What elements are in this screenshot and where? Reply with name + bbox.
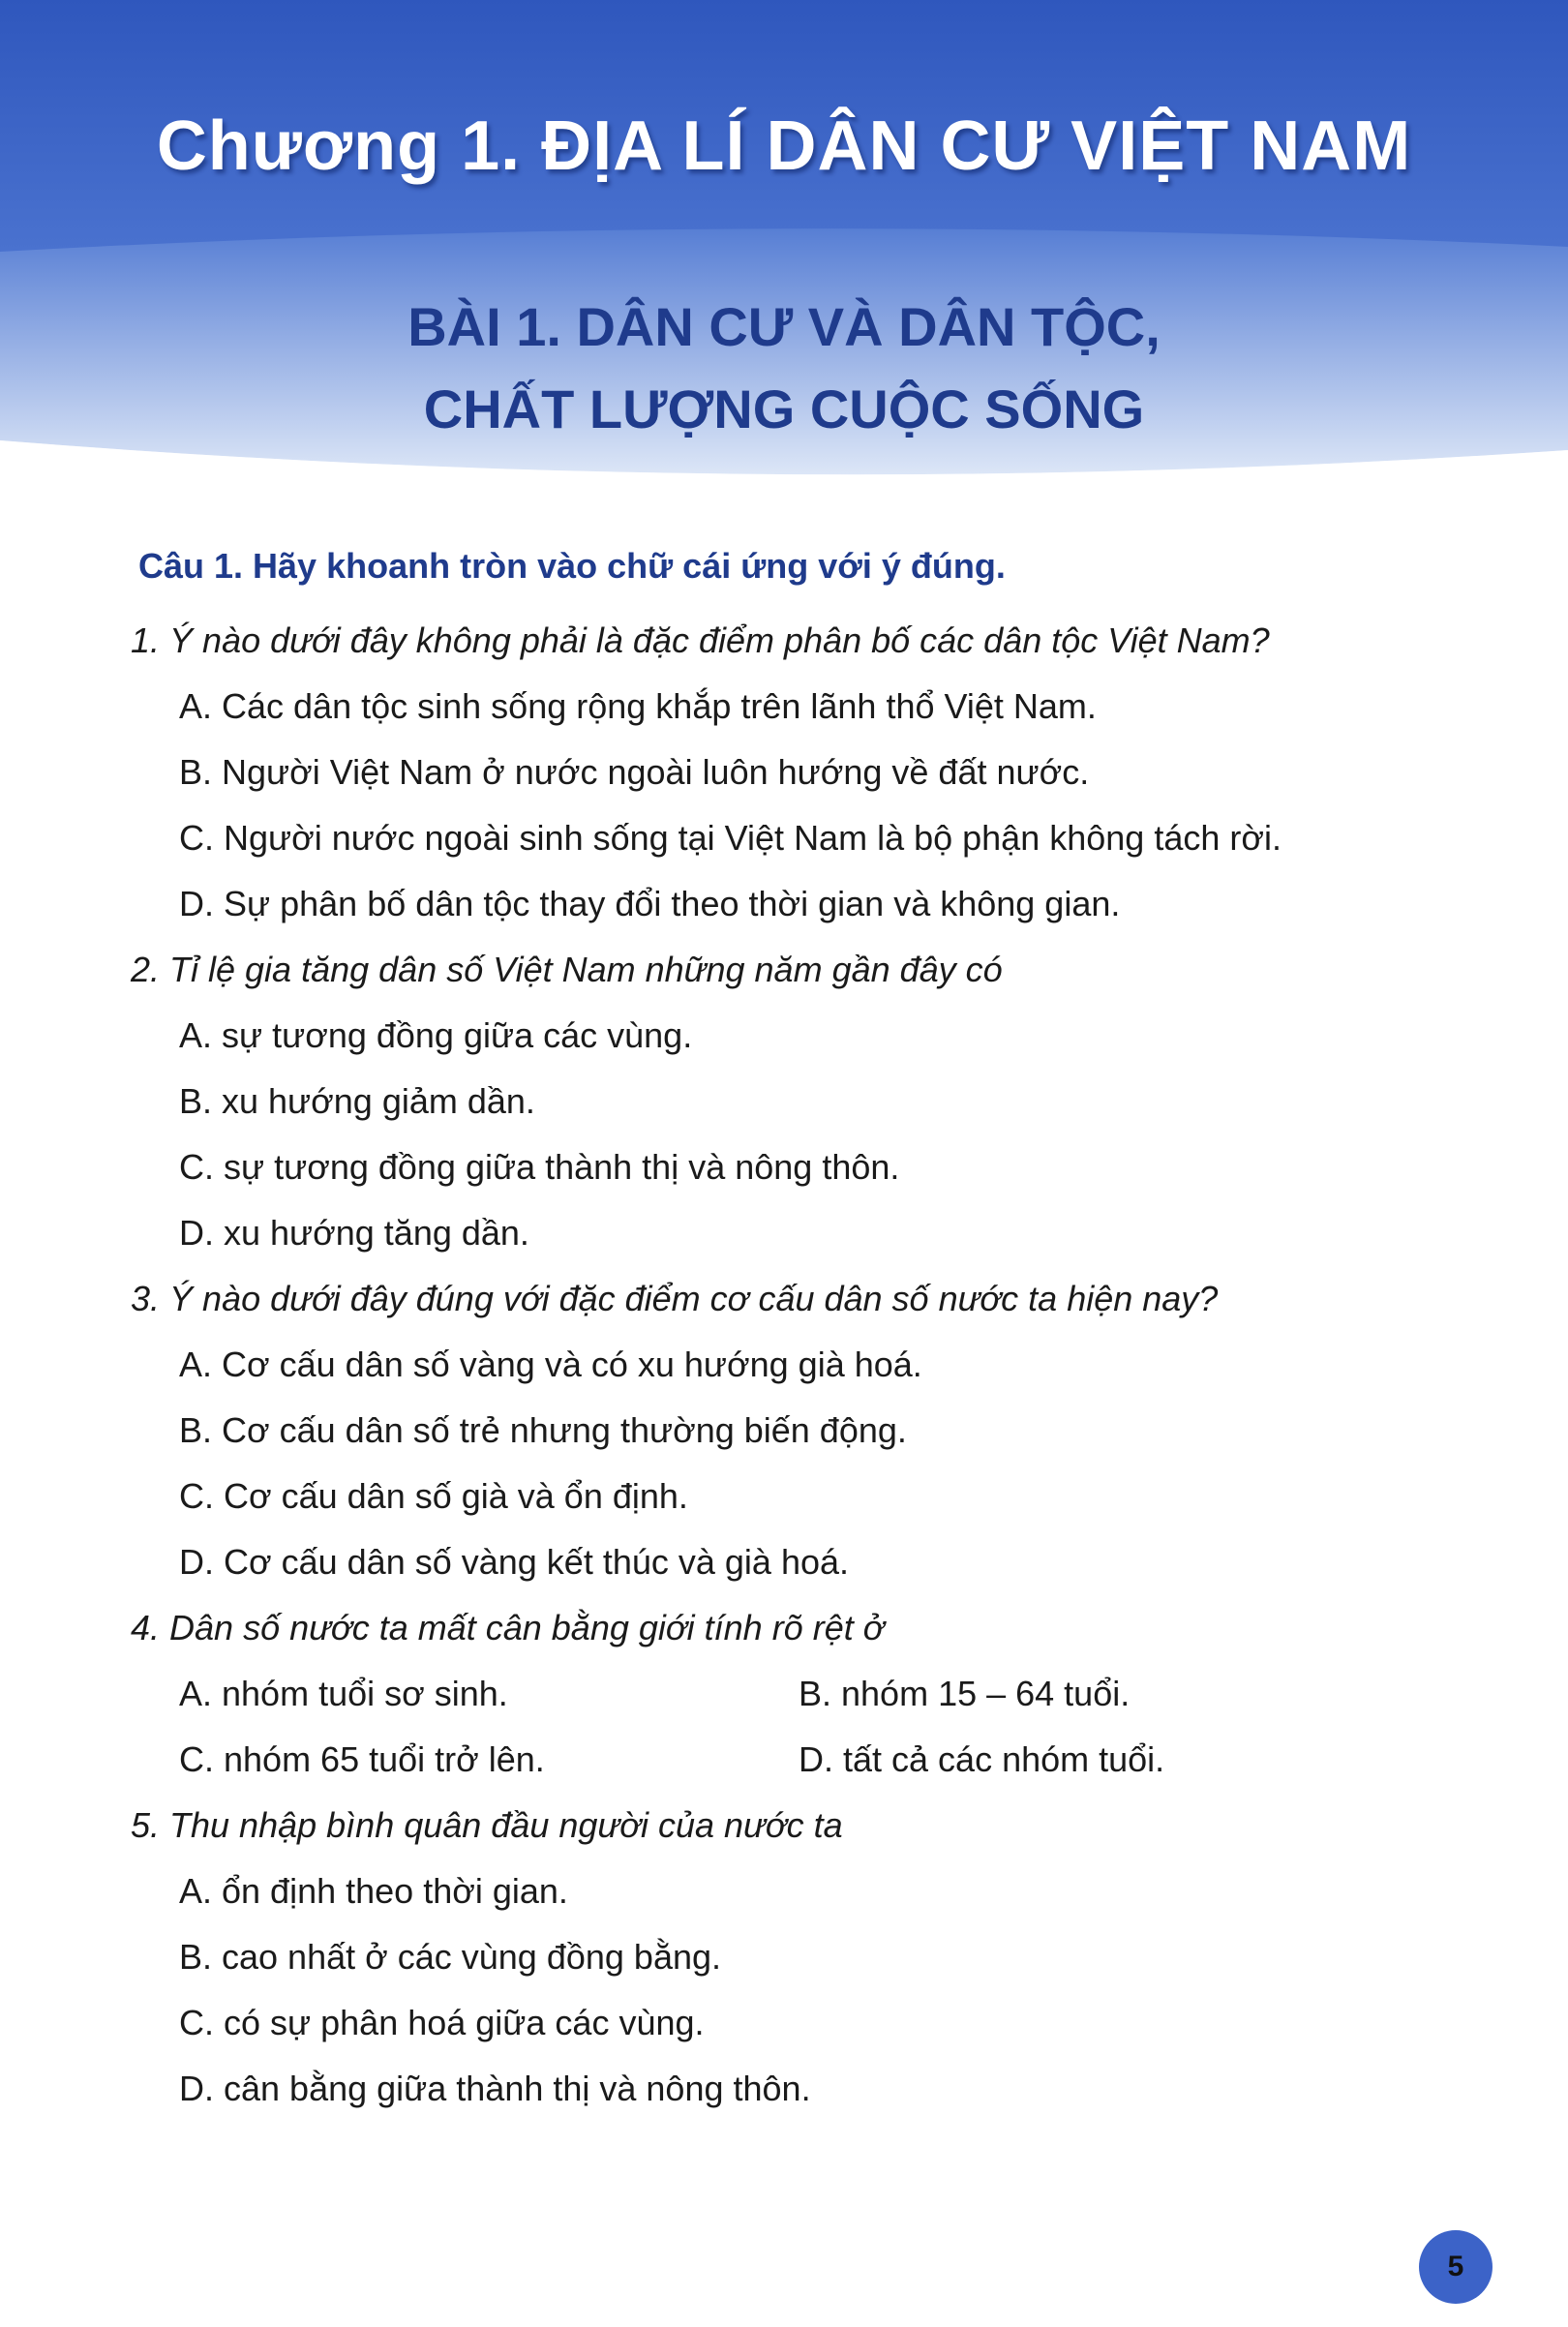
option-d[interactable]: D. Sự phân bố dân tộc thay đổi theo thời gian và không gian. [179, 884, 1121, 923]
option-c[interactable]: C. Cơ cấu dân số già và ổn định. [179, 1476, 688, 1516]
question-1 [131, 617, 1428, 928]
question-stem: 4. Dân số nước ta mất cân bằng giới tính rõ rệt ở [131, 1608, 885, 1647]
option-d[interactable]: D. xu hướng tăng dần. [179, 1213, 529, 1253]
option-c[interactable]: C. sự tương đồng giữa thành thị và nông thôn. [179, 1147, 900, 1187]
page-number: 5 [1419, 2230, 1493, 2304]
option-a[interactable]: A. Các dân tộc sinh sống rộng khắp trên lãnh thổ Việt Nam. [179, 686, 1097, 726]
lesson-title-line-1: BÀI 1. DÂN CƯ VÀ DÂN TỘC, [407, 296, 1161, 357]
header-band [0, 0, 1568, 542]
option-c[interactable]: C. Người nước ngoài sinh sống tại Việt Nam là bộ phận không tách rời. [179, 818, 1282, 858]
option-b[interactable]: B. cao nhất ở các vùng đồng bằng. [179, 1937, 722, 1977]
question-stem: 1. Ý nào dưới đây không phải là đặc điểm phân bố các dân tộc Việt Nam? [131, 620, 1270, 660]
option-c[interactable]: C. nhóm 65 tuổi trở lên. [179, 1739, 545, 1779]
section-heading: Câu 1. Hãy khoanh tròn vào chữ cái ứng với ý đúng. [138, 546, 1006, 586]
chapter-title: Chương 1. ĐỊA LÍ DÂN CƯ VIỆT NAM [156, 107, 1412, 185]
question-stem: 5. Thu nhập bình quân đầu người của nước ta [131, 1805, 843, 1845]
lesson-title-line-2: CHẤT LƯỢNG CUỘC SỐNG [423, 378, 1145, 439]
option-d[interactable]: D. tất cả các nhóm tuổi. [799, 1739, 1165, 1779]
exercise-content [131, 542, 1428, 2131]
option-d[interactable]: D. Cơ cấu dân số vàng kết thúc và già hoá. [179, 1542, 850, 1582]
option-a[interactable]: A. ổn định theo thời gian. [179, 1871, 568, 1911]
question-3 [131, 1275, 1428, 1587]
question-stem: 3. Ý nào dưới đây đúng với đặc điểm cơ cấu dân số nước ta hiện nay? [131, 1279, 1219, 1318]
option-a[interactable]: A. Cơ cấu dân số vàng và có xu hướng già hoá. [179, 1345, 922, 1384]
option-a[interactable]: A. nhóm tuổi sơ sinh. [179, 1674, 508, 1713]
option-grid [179, 1670, 1428, 1784]
option-b[interactable]: B. Người Việt Nam ở nước ngoài luôn hướng về đất nước. [179, 752, 1090, 792]
lesson-title [0, 286, 1568, 450]
option-d[interactable]: D. cân bằng giữa thành thị và nông thôn. [179, 2069, 811, 2108]
option-b[interactable]: B. Cơ cấu dân số trẻ nhưng thường biến động. [179, 1410, 907, 1450]
option-a[interactable]: A. sự tương đồng giữa các vùng. [179, 1015, 693, 1055]
option-c[interactable]: C. có sự phân hoá giữa các vùng. [179, 2003, 705, 2042]
option-b[interactable]: B. nhóm 15 – 64 tuổi. [799, 1674, 1131, 1713]
question-stem: 2. Tỉ lệ gia tăng dân số Việt Nam những năm gần đây có [131, 950, 1003, 989]
question-2 [131, 946, 1428, 1257]
question-5 [131, 1801, 1428, 2113]
question-4 [131, 1604, 1428, 1784]
option-b[interactable]: B. xu hướng giảm dần. [179, 1081, 535, 1121]
